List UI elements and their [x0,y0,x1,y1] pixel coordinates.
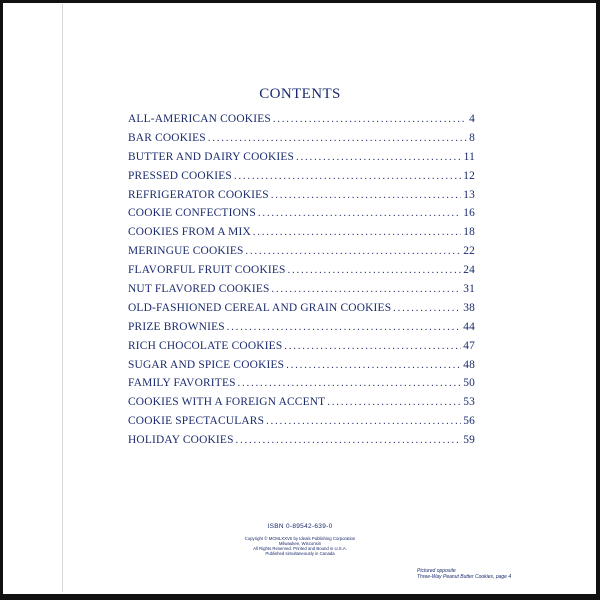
toc-entry [128,186,475,205]
toc-entry-label: COOKIE CONFECTIONS [128,207,256,220]
toc-leader-dots [272,281,462,300]
toc-leader-dots [296,149,462,168]
toc-entry-page: 18 [463,226,475,239]
toc-entry-page: 16 [463,207,475,220]
toc-leader-dots [288,262,462,281]
caption-line: Pictured opposite [417,568,456,574]
toc-entry-page: 38 [463,301,475,314]
toc-entry-label: FLAVORFUL FRUIT COOKIES [128,264,286,277]
toc-entry-page: 53 [463,396,475,409]
imprint-line: Copyright © MCMLXXVII by Ideals Publishing Corporation [244,536,356,541]
toc-entry [128,261,475,280]
toc-leader-dots [227,319,461,338]
toc-leader-dots [236,432,462,451]
toc-entry [128,337,475,356]
toc-entry-page: 12 [463,169,475,182]
toc-leader-dots [246,243,462,262]
toc-entry [128,110,475,129]
imprint-line: Milwaukee, Wisconsin [278,541,322,546]
toc-entry-label: PRIZE BROWNIES [128,320,225,333]
toc-entry [128,318,475,337]
toc-entry-label: BAR COOKIES [128,131,206,144]
toc-entry [128,356,475,375]
toc-entry-page: 44 [463,320,475,333]
photo-caption [417,568,577,580]
toc-entry-page: 8 [469,131,475,144]
toc-entry-page: 22 [463,245,475,258]
toc-entry-label: MERINGUE COOKIES [128,245,244,258]
toc-leader-dots [284,338,461,357]
toc-entry-label: PRESSED COOKIES [128,169,232,182]
toc-leader-dots [258,205,461,224]
toc-entry [128,129,475,148]
toc-entry-label: COOKIES FROM A MIX [128,226,251,239]
toc-entry-page: 24 [463,264,475,277]
copyright-imprint [220,536,380,556]
toc-entry [128,412,475,431]
toc-entry-label: NUT FLAVORED COOKIES [128,283,270,296]
toc-entry [128,223,475,242]
toc-leader-dots [253,224,461,243]
toc-leader-dots [208,130,467,149]
imprint-line: All Rights Reserved. Printed and Bound in U.S.A. [253,546,347,551]
toc-entry-label: BUTTER AND DAIRY COOKIES [128,150,295,163]
toc-leader-dots [273,111,467,130]
toc-entry-page: 48 [463,358,475,371]
toc-entry-label: OLD-FASHIONED CEREAL AND GRAIN COOKIES [128,301,392,314]
toc-entry [128,431,475,450]
toc-entry-page: 59 [463,434,475,447]
toc-entry [128,167,475,186]
toc-entry [128,280,475,299]
toc-entry-label: REFRIGERATOR COOKIES [128,188,269,201]
toc-entry-label: HOLIDAY COOKIES [128,434,234,447]
toc-entry-page: 31 [463,283,475,296]
toc-leader-dots [286,357,461,376]
toc-entry-label: COOKIES WITH A FOREIGN ACCENT [128,396,326,409]
imprint-line: Published simultaneously in Canada [265,551,335,556]
page-title: CONTENTS [259,86,341,102]
toc-leader-dots [271,187,461,206]
toc-leader-dots [327,394,461,413]
toc-entry-label: COOKIE SPECTACULARS [128,415,265,428]
toc-entry-label: FAMILY FAVORITES [128,377,236,390]
toc-leader-dots [234,168,461,187]
table-of-contents [128,110,475,450]
toc-leader-dots [266,413,461,432]
toc-entry [128,204,475,223]
toc-entry [128,242,475,261]
isbn-number: ISBN 0-89542-639-0 [267,523,333,530]
toc-entry-label: RICH CHOCOLATE COOKIES [128,339,283,352]
toc-entry [128,299,475,318]
toc-entry-page: 13 [463,188,475,201]
toc-entry-label: ALL-AMERICAN COOKIES [128,113,271,125]
toc-entry [128,374,475,393]
toc-entry-page: 56 [463,415,475,428]
toc-entry-page: 47 [463,339,475,352]
toc-entry-label: SUGAR AND SPICE COOKIES [128,358,285,371]
toc-entry-page: 4 [469,113,475,125]
toc-leader-dots [238,375,462,394]
toc-entry-page: 11 [463,150,475,163]
caption-line: Three-Way Peanut Butter Cookies, page 4 [417,574,512,580]
toc-entry-page: 50 [463,377,475,390]
toc-leader-dots [393,300,461,319]
toc-entry [128,393,475,412]
toc-entry [128,148,475,167]
